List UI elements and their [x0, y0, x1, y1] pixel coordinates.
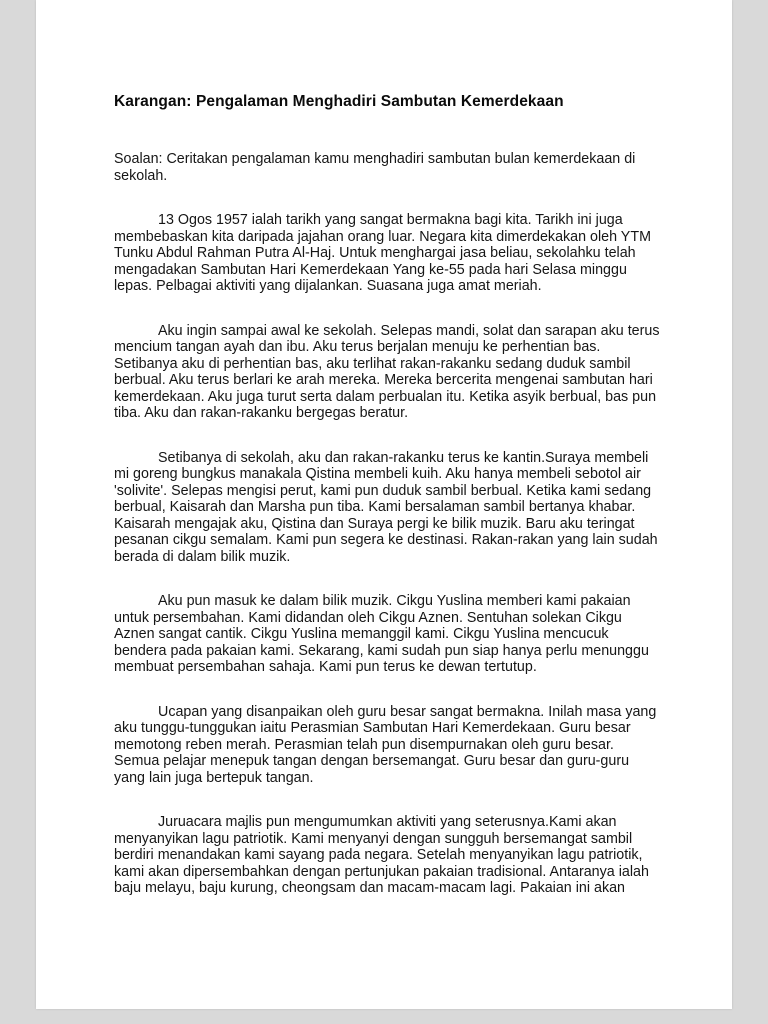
- document-page: [36, 0, 732, 1009]
- paragraph-body-5: Ucapan yang disanpaikan oleh guru besar sangat bermakna. Inilah masa yang aku tunggu-tunggukan iaitu Perasmian Sambutan Hari Kemerdekaan. Guru besar memotong reben merah. Perasmian telah pun disempurnakan oleh guru besar. Semua pelajar menepuk tangan dengan bersemangat. Guru besar dan guru-guru yang lain juga bertepuk tangan.: [114, 703, 657, 786]
- paragraph-body-4: Aku pun masuk ke dalam bilik muzik. Cikgu Yuslina memberi kami pakaian untuk persembahan. Kami didandan oleh Cikgu Aznen. Sentuhan solekan Cikgu Aznen sangat cantik. Cikgu Yuslina memanggil kami. Cikgu Yuslina mencucuk bendera pada pakaian kami. Sekarang, kami sudah pun siap hanya perlu menunggu membuat persembahan sahaja. Kami pun terus ke dewan tertutup.: [114, 593, 649, 675]
- paragraph-body-3: Setibanya di sekolah, aku dan rakan-rakanku terus ke kantin.Suraya membeli mi goreng bungkus manakala Qistina membeli kuih. Aku hanya membeli sebotol air 'solivite'. Selepas mengisi perut, kami pun duduk sambil berbual. Ketika kami sedang berbual, Kaisarah dan Marsha pun tiba. Kami bersalaman sambil bertanya khabar. Kaisarah mengajak aku, Qistina dan Suraya pergi ke bilik muzik. Baru aku teringat pesanan cikgu semalam. Kami pun segera ke destinasi. Rakan-rakan yang lain sudah berada di dalam bilik muzik.: [114, 449, 658, 565]
- paragraph-body-2: Aku ingin sampai awal ke sekolah. Selepas mandi, solat dan sarapan aku terus mencium tangan ayah dan ibu. Aku terus berjalan menuju ke perhentian bas. Setibanya aku di perhentian bas, aku terlihat rakan-rakanku sedang duduk sambil berbual. Aku terus berlari ke arah mereka. Mereka bercerita mengenai sambutan hari kemerdekaan. Aku juga turut serta dalam perbualan itu. Ketika asyik berbual, bas pun tiba. Aku dan rakan-rakanku bergegas beratur.: [114, 322, 660, 421]
- paragraph-body-1: 13 Ogos 1957 ialah tarikh yang sangat bermakna bagi kita. Tarikh ini juga membebaskan kita daripada jajahan orang luar. Negara kita dimerdekakan oleh YTM Tunku Abdul Rahman Putra Al-Haj. Untuk menghargai jasa beliau, sekolahku telah mengadakan Sambutan Hari Kemerdekaan Yang ke-55 pada hari Selasa minggu lepas. Pelbagai aktiviti yang dijalankan. Suasana juga amat meriah.: [114, 212, 651, 294]
- paragraph-soalan: Soalan: Ceritakan pengalaman kamu menghadiri sambutan bulan kemerdekaan di sekolah.: [114, 151, 636, 184]
- paragraph-body-6: Juruacara majlis pun mengumumkan aktiviti yang seterusnya.Kami akan menyanyikan lagu patriotik. Kami menyanyi dengan sungguh bersemangat sambil berdiri menandakan kami sayang pada negara. Setelah menyanyikan lagu patriotik, kami akan dipersembahkan dengan pertunjukan pakaian tradisional. Antaranya ialah baju melayu, baju kurung, cheongsam dan macam-macam lagi. Pakaian ini akan: [114, 814, 649, 896]
- document-title: Karangan: Pengalaman Menghadiri Sambutan Kemerdekaan: [114, 93, 564, 110]
